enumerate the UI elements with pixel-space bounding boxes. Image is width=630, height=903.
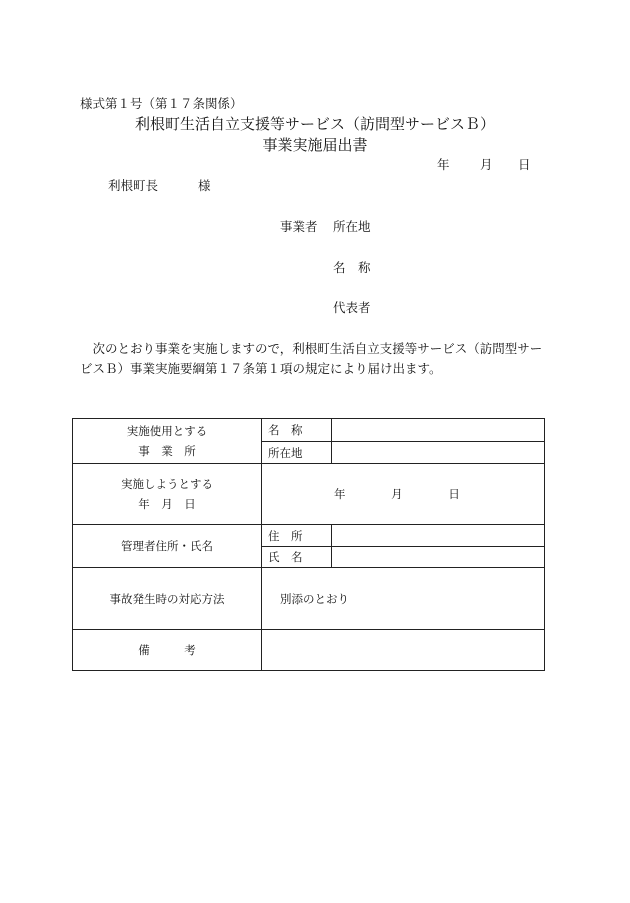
- start-date-field[interactable]: [262, 464, 545, 525]
- office-label-line1: 実施使用とする: [126, 424, 208, 438]
- operator-representative-label: 代表者: [333, 300, 371, 315]
- date-day-label: 日: [518, 157, 531, 172]
- manager-address-field[interactable]: [332, 525, 545, 547]
- start-year-label: 年: [334, 487, 346, 501]
- start-date-label-line1: 実施しようとする: [121, 477, 213, 491]
- start-month-label: 月: [391, 487, 403, 501]
- date-month-label: 月: [480, 157, 493, 172]
- office-label-cell: [73, 419, 262, 464]
- recipient-honorific: 様: [198, 178, 211, 193]
- manager-name-label: 氏 名: [262, 547, 332, 568]
- accident-response-value: 別添のとおり: [262, 568, 545, 630]
- document-title-line2: 事業実施届出書: [262, 136, 368, 154]
- manager-name-field[interactable]: [332, 547, 545, 568]
- office-label-line2: 事 業 所: [138, 444, 196, 458]
- operator-label: 事業者: [280, 219, 318, 234]
- recipient-name: 利根町長: [108, 178, 159, 193]
- start-date-label-line2: 年 月 日: [138, 497, 196, 511]
- office-address-field[interactable]: [332, 442, 545, 464]
- body-text: 次のとおり事業を実施しますので，利根町生活自立支援等サービス（訪問型サービスＢ）事業実施要綱第１７条第１項の規定により届け出ます。: [80, 341, 543, 376]
- remarks-field[interactable]: [262, 630, 545, 671]
- form-number: 様式第１号（第１７条関係）: [80, 96, 243, 111]
- remarks-label: 備 考: [73, 630, 262, 671]
- accident-response-label: 事故発生時の対応方法: [73, 568, 262, 630]
- office-name-field[interactable]: [332, 419, 545, 442]
- date-year-label: 年: [437, 157, 450, 172]
- document-title-line1: 利根町生活自立支援等サービス（訪問型サービスＢ）: [134, 115, 495, 133]
- operator-address-label: 所在地: [333, 219, 371, 234]
- notification-form-table: [72, 418, 545, 671]
- start-day-label: 日: [448, 487, 460, 501]
- manager-address-label: 住 所: [262, 525, 332, 547]
- manager-label: 管理者住所・氏名: [73, 525, 262, 568]
- office-name-label: 名 称: [262, 419, 332, 442]
- office-address-label: 所在地: [262, 442, 332, 464]
- operator-name-label: 名 称: [333, 260, 371, 275]
- start-date-label-cell: [73, 464, 262, 525]
